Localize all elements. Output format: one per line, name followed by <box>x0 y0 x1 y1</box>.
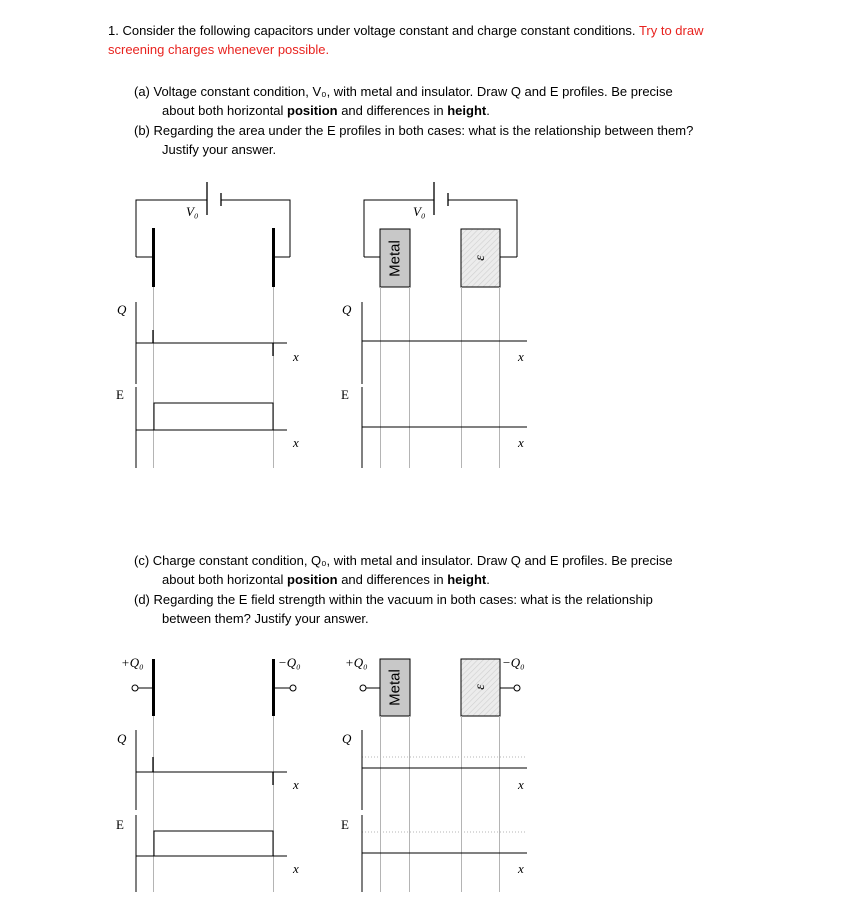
fig-d-e-label: E <box>341 817 349 832</box>
item-a-bold-height: height <box>447 103 487 118</box>
fig-a-circuit <box>136 182 290 257</box>
fig-a-q-x-label: x <box>293 349 299 364</box>
fig-d-epsilon-label: ε <box>473 684 488 690</box>
item-c-bold-height: height <box>447 572 487 587</box>
item-d-line2: between them? Justify your answer. <box>162 611 369 626</box>
problem-intro-red: Try to draw <box>638 23 704 38</box>
fig-a-e-x-label: x <box>293 435 299 450</box>
fig-b-metal-label: Metal <box>386 240 404 277</box>
fig-c-plus-q0-label: +Q₀ <box>121 655 144 670</box>
item-c-text-mid: and differences in <box>337 572 448 587</box>
fig-a-right-plate <box>272 228 275 287</box>
fig-d-e-axes <box>362 815 527 892</box>
item-c-bold-position: position <box>287 572 338 587</box>
fig-a-e-label: E <box>116 387 124 402</box>
item-a-text-mid: and differences in <box>337 103 448 118</box>
fig-d-q-x-label: x <box>518 777 524 792</box>
item-c-period: . <box>486 572 490 587</box>
fig-a-e-axes <box>136 387 287 468</box>
fig-b-q-label: Q <box>342 302 352 317</box>
fig-c-left-plate <box>152 659 155 716</box>
fig-b-e-label: E <box>341 387 349 402</box>
fig-c-e-x-label: x <box>293 861 299 876</box>
fig-b-e-x-label: x <box>518 435 524 450</box>
fig-c-minus-q0-label: −Q₀ <box>278 655 301 670</box>
item-a-text: about both horizontal <box>162 103 288 118</box>
fig-b-v0-label: V₀ <box>413 204 426 219</box>
fig-a-guides <box>154 287 274 468</box>
fig-a-q-axes <box>136 302 287 384</box>
fig-d-q-label: Q <box>342 731 352 746</box>
fig-b-q-x-label: x <box>518 349 524 364</box>
fig-a-q-label: Q <box>117 302 127 317</box>
fig-c-guides <box>154 716 274 892</box>
item-a-period: . <box>486 103 490 118</box>
fig-d-metal-label: Metal <box>386 669 404 706</box>
fig-b-e-axes <box>362 387 527 468</box>
fig-b-q-axes <box>362 302 527 384</box>
fig-d-q-axes <box>362 730 527 810</box>
item-b-line2: Justify your answer. <box>162 142 277 157</box>
item-b-line1: (b) Regarding the area under the E profiles in both cases: what is the relationship between them? <box>134 123 694 138</box>
fig-c-e-axes <box>136 815 287 892</box>
fig-c-q-label: Q <box>117 731 127 746</box>
item-a-bold-position: position <box>287 103 338 118</box>
fig-a-left-plate <box>152 228 155 287</box>
fig-c-q-axes <box>136 730 287 810</box>
fig-d-minus-q0-label: −Q₀ <box>502 655 525 670</box>
item-d-line1: (d) Regarding the E field strength within the vacuum in both cases: what is the relationship <box>134 592 653 607</box>
item-c-text: about both horizontal <box>162 572 288 587</box>
fig-c-q-x-label: x <box>293 777 299 792</box>
item-a-line1: (a) Voltage constant condition, V₀, with metal and insulator. Draw Q and E profiles. Be precise <box>134 84 673 99</box>
problem-intro-text: 1. Consider the following capacitors under voltage constant and charge constant conditions. <box>108 23 636 38</box>
fig-d-plus-q0-label: +Q₀ <box>345 655 368 670</box>
fig-b-epsilon-label: ε <box>473 255 488 261</box>
fig-c-right-plate <box>272 659 275 716</box>
problem-intro-red-cont: screening charges whenever possible. <box>108 42 330 57</box>
fig-a-v0-label: V₀ <box>186 204 199 219</box>
fig-d-guides <box>381 716 500 892</box>
fig-b-guides <box>381 287 500 468</box>
fig-d-e-x-label: x <box>518 861 524 876</box>
fig-c-terminals <box>132 685 296 691</box>
fig-c-e-label: E <box>116 817 124 832</box>
item-c-line1: (c) Charge constant condition, Q₀, with metal and insulator. Draw Q and E profiles. Be precise <box>134 553 673 568</box>
